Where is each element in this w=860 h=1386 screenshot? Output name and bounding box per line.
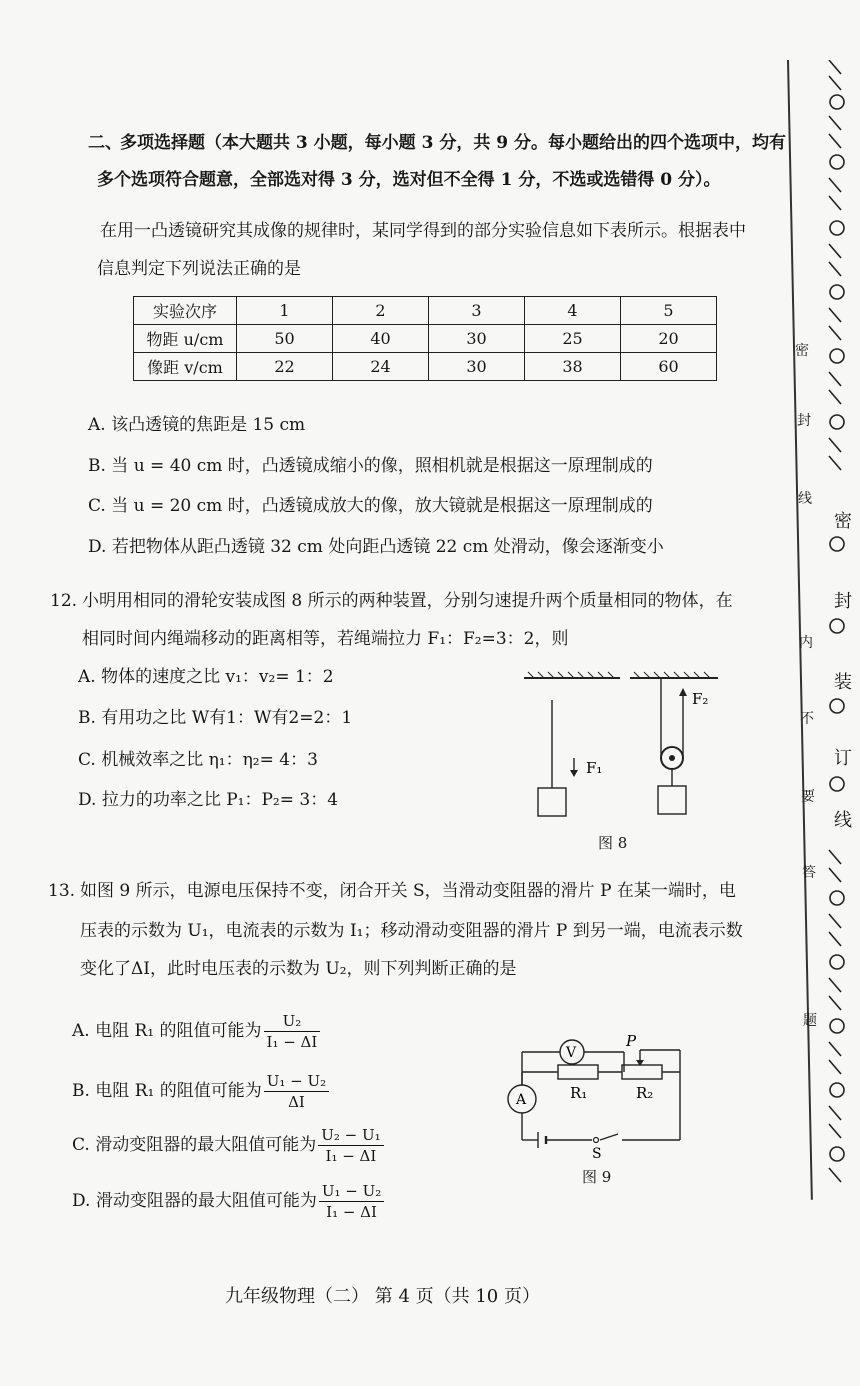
q13-stem-line1: 如图 9 所示，电源电压保持不变，闭合开关 S，当滑动变阻器的滑片 P 在某一端时，电 bbox=[80, 881, 736, 901]
page-footer: 九年级物理（二） 第 4 页（共 10 页） bbox=[225, 1286, 540, 1307]
table-cell: 60 bbox=[621, 353, 717, 381]
table-cell: 2 bbox=[333, 297, 429, 325]
table-cell: 像距 v/cm bbox=[134, 353, 237, 381]
voltmeter-label: V bbox=[566, 1045, 577, 1061]
table-row bbox=[134, 325, 717, 353]
q11-data-table bbox=[133, 296, 717, 381]
f1-label: F₁ bbox=[586, 759, 603, 777]
table-cell: 24 bbox=[333, 353, 429, 381]
q12-stem-line2: 相同时间内绳端移动的距离相等，若绳端拉力 F₁：F₂=3：2，则 bbox=[82, 629, 569, 649]
fraction bbox=[264, 1012, 321, 1051]
table-cell: 50 bbox=[237, 325, 333, 353]
switch-label: S bbox=[592, 1146, 602, 1160]
seal-char: 题 bbox=[803, 1013, 817, 1029]
binding-line-pattern bbox=[815, 60, 860, 1190]
q11-option-b: B. 当 u = 40 cm 时，凸透镜成缩小的像，照相机就是根据这一原理制成的 bbox=[88, 456, 653, 476]
table-row bbox=[134, 353, 717, 381]
fraction-numerator: U₁ − U₂ bbox=[264, 1072, 329, 1092]
bind-char: 装 bbox=[834, 672, 852, 693]
ammeter-label: A bbox=[516, 1092, 527, 1108]
option-prefix: A. 电阻 R₁ 的阻值可能为 bbox=[72, 1021, 262, 1041]
section-heading-line1: 多项选择题（本大题共 3 小题，每小题 3 分，共 9 分。每小题给出的四个选项中，均有 bbox=[120, 133, 786, 153]
figure-8-pulleys bbox=[520, 670, 750, 830]
fraction-numerator: U₁ − U₂ bbox=[319, 1182, 384, 1202]
figure-9-caption: 图 9 bbox=[582, 1168, 612, 1186]
fraction bbox=[319, 1182, 384, 1221]
fraction-denominator: I₁ − ΔI bbox=[325, 1147, 377, 1165]
q12-option-c: C. 机械效率之比 η₁：η₂= 4：3 bbox=[78, 750, 318, 770]
q13-option-c bbox=[72, 1126, 384, 1165]
seal-char: 要 bbox=[801, 789, 815, 805]
q13-stem-line2: 压表的示数为 U₁，电流表的示数为 I₁；移动滑动变阻器的滑片 P 到另一端，电流表示数 bbox=[80, 921, 743, 941]
fraction-denominator: I₁ − ΔI bbox=[326, 1203, 377, 1221]
bind-char: 密 bbox=[834, 511, 852, 532]
table-cell: 40 bbox=[333, 325, 429, 353]
table-cell: 物距 u/cm bbox=[134, 325, 237, 353]
bind-char: 订 bbox=[834, 748, 852, 769]
q13-option-d bbox=[72, 1182, 384, 1221]
table-cell: 实验次序 bbox=[134, 297, 237, 325]
r2-label: R₂ bbox=[636, 1084, 654, 1102]
q13-option-a bbox=[72, 1012, 320, 1051]
table-cell: 30 bbox=[429, 353, 525, 381]
q13-option-b bbox=[72, 1072, 329, 1111]
seal-char: 答 bbox=[802, 865, 816, 881]
fraction-denominator: ΔI bbox=[288, 1093, 305, 1111]
figure-9-circuit bbox=[500, 1030, 700, 1160]
r1-label: R₁ bbox=[570, 1084, 588, 1102]
table-cell: 30 bbox=[429, 325, 525, 353]
q12-option-d: D. 拉力的功率之比 P₁：P₂= 3：4 bbox=[78, 790, 339, 810]
q12-stem-line1: 小明用相同的滑轮安装成图 8 所示的两种装置，分别匀速提升两个质量相同的物体，在 bbox=[82, 591, 733, 611]
table-cell: 38 bbox=[525, 353, 621, 381]
fraction-numerator: U₂ − U₁ bbox=[318, 1126, 383, 1146]
section-number: 二、 bbox=[88, 133, 122, 153]
option-prefix: C. 滑动变阻器的最大阻值可能为 bbox=[72, 1135, 317, 1155]
bind-char: 封 bbox=[834, 591, 852, 612]
q13-number: 13. bbox=[48, 881, 76, 901]
fraction bbox=[318, 1126, 383, 1165]
figure-8-caption: 图 8 bbox=[598, 834, 628, 852]
fraction-numerator: U₂ bbox=[264, 1012, 321, 1032]
option-prefix: B. 电阻 R₁ 的阻值可能为 bbox=[72, 1081, 262, 1101]
bind-char: 线 bbox=[834, 810, 852, 831]
q12-option-b: B. 有用功之比 W有1：W有2=2：1 bbox=[78, 708, 353, 728]
seal-char: 封 bbox=[797, 413, 811, 429]
table-cell: 3 bbox=[429, 297, 525, 325]
table-cell: 22 bbox=[237, 353, 333, 381]
table-row bbox=[134, 297, 717, 325]
table-cell: 1 bbox=[237, 297, 333, 325]
fraction bbox=[264, 1072, 329, 1111]
q11-stem-line1: 在用一凸透镜研究其成像的规律时，某同学得到的部分实验信息如下表所示。根据表中 bbox=[100, 221, 746, 241]
fraction-denominator: I₁ − ΔI bbox=[266, 1033, 318, 1051]
table-cell: 5 bbox=[621, 297, 717, 325]
slider-label: P bbox=[626, 1032, 637, 1050]
seal-char: 线 bbox=[798, 491, 812, 507]
option-prefix: D. 滑动变阻器的最大阻值可能为 bbox=[72, 1191, 317, 1211]
section-heading-line2: 多个选项符合题意，全部选对得 3 分，选对但不全得 1 分，不选或选错得 0 分）。 bbox=[97, 170, 721, 190]
seal-char: 密 bbox=[795, 343, 809, 359]
table-cell: 4 bbox=[525, 297, 621, 325]
q11-option-a: A. 该凸透镜的焦距是 15 cm bbox=[88, 415, 306, 435]
seal-char: 不 bbox=[800, 711, 814, 727]
seal-char: 内 bbox=[799, 635, 813, 651]
f2-label: F₂ bbox=[692, 690, 709, 708]
q12-option-a: A. 物体的速度之比 v₁：v₂= 1：2 bbox=[78, 667, 334, 687]
q12-number: 12. bbox=[50, 591, 78, 611]
q11-option-c: C. 当 u = 20 cm 时，凸透镜成放大的像，放大镜就是根据这一原理制成的 bbox=[88, 496, 653, 516]
q13-stem-line3: 变化了ΔI，此时电压表的示数为 U₂，则下列判断正确的是 bbox=[80, 959, 517, 979]
table-cell: 20 bbox=[621, 325, 717, 353]
q11-option-d: D. 若把物体从距凸透镜 32 cm 处向距凸透镜 22 cm 处滑动，像会逐渐变小 bbox=[88, 537, 664, 557]
q11-stem-line2: 信息判定下列说法正确的是 bbox=[97, 259, 301, 279]
table-cell: 25 bbox=[525, 325, 621, 353]
